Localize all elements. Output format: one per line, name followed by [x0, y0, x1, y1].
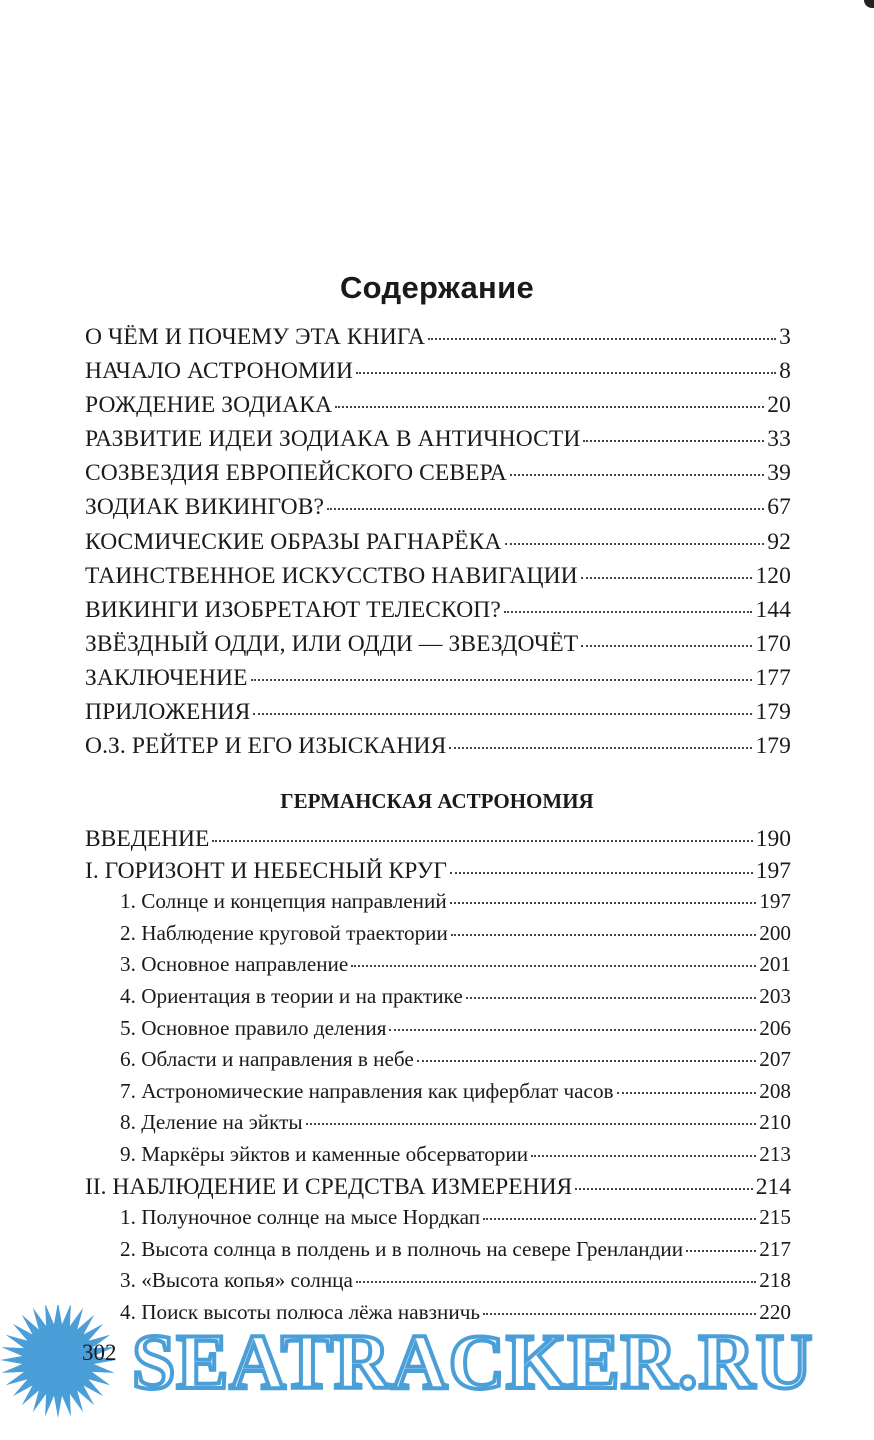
- toc-entry-title: НАЧАЛО АСТРОНОМИИ: [85, 358, 354, 385]
- toc-leader-dots: [450, 872, 753, 874]
- toc-entry-title: 7. Астрономические направления как циферблат часов: [120, 1078, 614, 1103]
- toc-entry-title: РОЖДЕНИЕ ЗОДИАКА: [85, 392, 333, 419]
- page-number: 302: [82, 1340, 117, 1365]
- toc-entry-title: 5. Основное правило деления: [120, 1015, 387, 1040]
- toc-entry-title: 3. «Высота копья» солнца: [120, 1268, 353, 1293]
- toc-entry[interactable]: [85, 529, 791, 563]
- toc-entry-page: 208: [759, 1078, 791, 1103]
- toc-entry-page: 8: [779, 358, 791, 385]
- toc-leader-dots: [253, 713, 752, 715]
- toc-entry[interactable]: [85, 1174, 791, 1206]
- toc-entry-page: 177: [755, 664, 791, 691]
- toc-subentry[interactable]: [85, 1142, 791, 1174]
- toc-entry[interactable]: [85, 733, 791, 767]
- toc-entry-title: ЗОДИАК ВИКИНГОВ?: [85, 494, 325, 521]
- toc-subentry[interactable]: [85, 1205, 791, 1237]
- toc-entry-page: 92: [767, 528, 791, 555]
- toc-entry-title: ТАИНСТВЕННОЕ ИСКУССТВО НАВИГАЦИИ: [85, 562, 578, 589]
- toc-entry-page: 67: [767, 494, 791, 521]
- toc-entry-page: 170: [755, 630, 791, 657]
- toc-leader-dots: [581, 577, 753, 579]
- toc-leader-dots: [389, 1029, 756, 1031]
- toc-subentry[interactable]: [85, 1237, 791, 1269]
- toc-entry-title: 1. Полуночное солнце на мысе Нордкап: [120, 1205, 481, 1230]
- toc-entry-title: ВВЕДЕНИЕ: [85, 826, 210, 852]
- toc-entry[interactable]: [85, 563, 791, 597]
- toc-leader-dots: [450, 902, 757, 904]
- page-title: Содержание: [340, 270, 534, 305]
- toc-entry-page: 144: [755, 596, 791, 623]
- toc-entry[interactable]: [85, 826, 791, 858]
- toc-entry-title: I. ГОРИЗОНТ И НЕБЕСНЫЙ КРУГ: [85, 857, 447, 884]
- toc-entry-title: 3. Основное направление: [120, 952, 349, 977]
- toc-subentry[interactable]: [85, 1268, 791, 1300]
- toc-entry[interactable]: [85, 392, 791, 426]
- toc-entry[interactable]: [85, 324, 791, 358]
- toc-entry-title: 9. Маркёры эйктов и каменные обсерватории: [120, 1141, 529, 1166]
- toc-entry-page: 197: [755, 857, 791, 884]
- toc-entry-page: 197: [759, 889, 791, 914]
- toc-entry-page: 210: [759, 1110, 791, 1135]
- toc-leader-dots: [451, 934, 756, 936]
- watermark-text: SEATRACKER.RU: [132, 1318, 814, 1405]
- section-title: ГЕРМАНСКАЯ АСТРОНОМИЯ: [280, 789, 594, 813]
- toc-entry-page: 217: [759, 1236, 791, 1261]
- toc-entry-page: 3: [779, 324, 791, 350]
- toc-subentry[interactable]: [85, 921, 791, 953]
- toc-entry[interactable]: [85, 597, 791, 631]
- toc-entry-page: 190: [755, 826, 791, 852]
- toc-entry-page: 206: [759, 1015, 791, 1040]
- toc-entry-page: 20: [767, 392, 791, 419]
- toc-entry-page: 203: [759, 983, 791, 1008]
- toc-entry-title: О.З. РЕЙТЕР И ЕГО ИЗЫСКАНИЯ: [85, 733, 447, 760]
- toc-leader-dots: [510, 474, 764, 476]
- toc-leader-dots: [417, 1060, 756, 1062]
- toc-entry-page: 200: [759, 920, 791, 945]
- toc-entry-title: ЗАКЛЮЧЕНИЕ: [85, 664, 248, 691]
- toc-entry[interactable]: [85, 358, 791, 392]
- toc-leader-dots: [617, 1092, 757, 1094]
- toc-entry-page: 33: [767, 426, 791, 453]
- toc-subentry[interactable]: [85, 1047, 791, 1079]
- toc-entry-page: 120: [755, 562, 791, 589]
- toc-subentry[interactable]: [85, 1016, 791, 1048]
- toc-entry-title: РАЗВИТИЕ ИДЕИ ЗОДИАКА В АНТИЧНОСТИ: [85, 426, 581, 453]
- toc-leader-dots: [575, 1188, 753, 1190]
- toc-entry-title: 8. Деление на эйкты: [120, 1110, 303, 1135]
- toc-entry-page: 215: [759, 1205, 791, 1230]
- toc-entry-page: 179: [755, 699, 791, 726]
- toc-entry[interactable]: [85, 494, 791, 528]
- toc-subentry[interactable]: [85, 952, 791, 984]
- toc-entry-title: 6. Области и направления в небе: [120, 1047, 414, 1072]
- toc-entry-page: 214: [755, 1173, 791, 1200]
- toc-leader-dots: [505, 543, 765, 545]
- toc-leader-dots: [483, 1218, 756, 1220]
- toc-leader-dots: [686, 1250, 756, 1252]
- toc-entry-page: 207: [759, 1047, 791, 1072]
- toc-leader-dots: [466, 997, 756, 999]
- toc-entry-title: СОЗВЕЗДИЯ ЕВРОПЕЙСКОГО СЕВЕРА: [85, 460, 507, 487]
- toc-entry-title: ВИКИНГИ ИЗОБРЕТАЮТ ТЕЛЕСКОП?: [85, 596, 501, 623]
- toc-entry[interactable]: [85, 631, 791, 665]
- toc-entry-page: 218: [759, 1268, 791, 1293]
- toc-leader-dots: [212, 840, 752, 842]
- toc-leader-dots: [531, 1155, 756, 1157]
- toc-entry-page: 201: [759, 952, 791, 977]
- toc-leader-dots: [306, 1123, 757, 1125]
- toc-entry-page: 179: [755, 733, 791, 760]
- toc-entry-title: КОСМИЧЕСКИЕ ОБРАЗЫ РАГНАРЁКА: [85, 528, 502, 555]
- toc-leader-dots: [356, 372, 776, 374]
- toc-leader-dots: [428, 338, 776, 340]
- toc-entry[interactable]: [85, 699, 791, 733]
- toc-entry[interactable]: [85, 426, 791, 460]
- toc-entry-title: 2. Высота солнца в полдень и в полночь на севере Гренландии: [120, 1236, 684, 1261]
- toc-subentry[interactable]: [85, 1110, 791, 1142]
- toc-subentry[interactable]: [85, 984, 791, 1016]
- toc-entry-title: 1. Солнце и концепция направлений: [120, 889, 447, 914]
- toc-leader-dots: [449, 747, 752, 749]
- toc-entry-title: 2. Наблюдение круговой траектории: [120, 920, 448, 945]
- toc-main-list: [85, 324, 791, 767]
- toc-entry-title: II. НАБЛЮДЕНИЕ И СРЕДСТВА ИЗМЕРЕНИЯ: [85, 1173, 573, 1200]
- toc-leader-dots: [583, 440, 764, 442]
- toc-leader-dots: [504, 611, 753, 613]
- toc-entry[interactable]: [85, 665, 791, 699]
- toc-entry-title: 4. Ориентация в теории и на практике: [120, 983, 463, 1008]
- toc-entry[interactable]: [85, 858, 791, 890]
- toc-entry-title: ПРИЛОЖЕНИЯ: [85, 699, 251, 726]
- toc-subentry[interactable]: [85, 889, 791, 921]
- toc-leader-dots: [581, 645, 752, 647]
- toc-entry-page: 220: [759, 1299, 791, 1324]
- toc-leader-dots: [351, 965, 756, 967]
- toc-leader-dots: [356, 1281, 756, 1283]
- toc-leader-dots: [251, 679, 753, 681]
- toc-section-list: [85, 826, 791, 1332]
- toc-entry-title: ЗВЁЗДНЫЙ ОДДИ, ИЛИ ОДДИ — ЗВЕЗДОЧЁТ: [85, 630, 579, 657]
- toc-leader-dots: [327, 508, 764, 510]
- toc-entry-title: О ЧЁМ И ПОЧЕМУ ЭТА КНИГА: [85, 324, 426, 350]
- toc-subentry[interactable]: [85, 1079, 791, 1111]
- toc-leader-dots: [335, 406, 764, 408]
- toc-entry-title: 4. Поиск высоты полюса лёжа навзничь: [120, 1299, 481, 1324]
- toc-entry[interactable]: [85, 460, 791, 494]
- toc-entry-page: 213: [759, 1141, 791, 1166]
- page-corner-mark: [864, 0, 874, 8]
- toc-entry-page: 39: [767, 460, 791, 487]
